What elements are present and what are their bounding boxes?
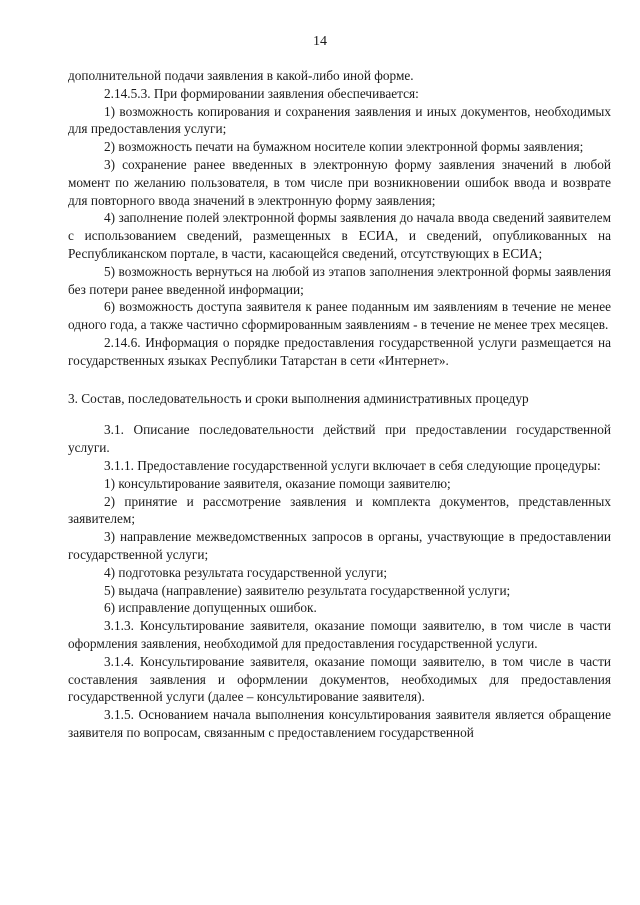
page-number: 14: [313, 34, 327, 49]
paragraph: 3.1.3. Консультирование заявителя, оказание помощи заявителю, в том числе в части оформления заявления, необходимой для предоставления государственной услуги.: [68, 618, 611, 651]
list-item: 2) возможность печати на бумажном носителе копии электронной формы заявления;: [104, 139, 584, 155]
paragraph: 3.1.1. Предоставление государственной услуги включает в себя следующие процедуры:: [104, 457, 601, 473]
list-item: 5) выдача (направление) заявителю результата государственной услуги;: [104, 582, 511, 598]
list-item: 5) возможность вернуться на любой из этапов заполнения электронной формы заявления без потери ранее введенной информации;: [68, 263, 611, 297]
paragraph: 3.1.4. Консультирование заявителя, оказание помощи заявителю, в том числе в части составления заявления и оформлении документов, необходимых для предоставления государственной услуги (далее – консультирование заявителя).: [68, 653, 611, 705]
list-item: 4) заполнение полей электронной формы заявления до начала ввода сведений заявителем с использованием сведений, размещенных в ЕСИА, и сведений, опубликованных на Республиканском портале, в части, касающейся сведений, отсутствующих в ЕСИА;: [68, 210, 611, 261]
paragraph: 3.1. Описание последовательности действий при предоставлении государственной услуги.: [68, 422, 611, 456]
list-item: 6) возможность доступа заявителя к ранее поданным им заявлениям в течение не менее одного года, а также частично сформированным заявлениям - в течение не менее трех месяцев.: [68, 299, 611, 333]
list-item: 4) подготовка результата государственной услуги;: [104, 564, 388, 580]
list-item: 1) консультирование заявителя, оказание помощи заявителю;: [104, 475, 451, 491]
page-content: [68, 67, 611, 742]
paragraph: 2.14.5.3. При формировании заявления обеспечивается:: [104, 85, 419, 101]
paragraph: 3.1.5. Основанием начала выполнения консультирования заявителя является обращение заявителя по вопросам, связанным с предоставлением государственной: [68, 707, 611, 740]
paragraph: 2.14.6. Информация о порядке предоставления государственной услуги размещается на государственных языках Республики Татарстан в сети «Интернет».: [68, 334, 611, 368]
list-item: 2) принятие и рассмотрение заявления и комплекта документов, представленных заявителем;: [68, 493, 611, 527]
section-title: 3. Состав, последовательность и сроки выполнения административных процедур: [68, 390, 529, 406]
paragraph: дополнительной подачи заявления в какой-либо иной форме.: [68, 68, 414, 83]
list-item: 6) исправление допущенных ошибок.: [104, 600, 317, 616]
list-item: 1) возможность копирования и сохранения заявления и иных документов, необходимых для предоставления услуги;: [68, 103, 611, 137]
list-item: 3) направление межведомственных запросов в органы, участвующие в предоставлении государственной услуги;: [68, 529, 611, 562]
list-item: 3) сохранение ранее введенных в электронную форму заявления значений в любой момент по желанию пользователя, в том числе при возникновении ошибок ввода и возврате для повторного ввода значений в электронную форму заявления;: [68, 156, 611, 208]
